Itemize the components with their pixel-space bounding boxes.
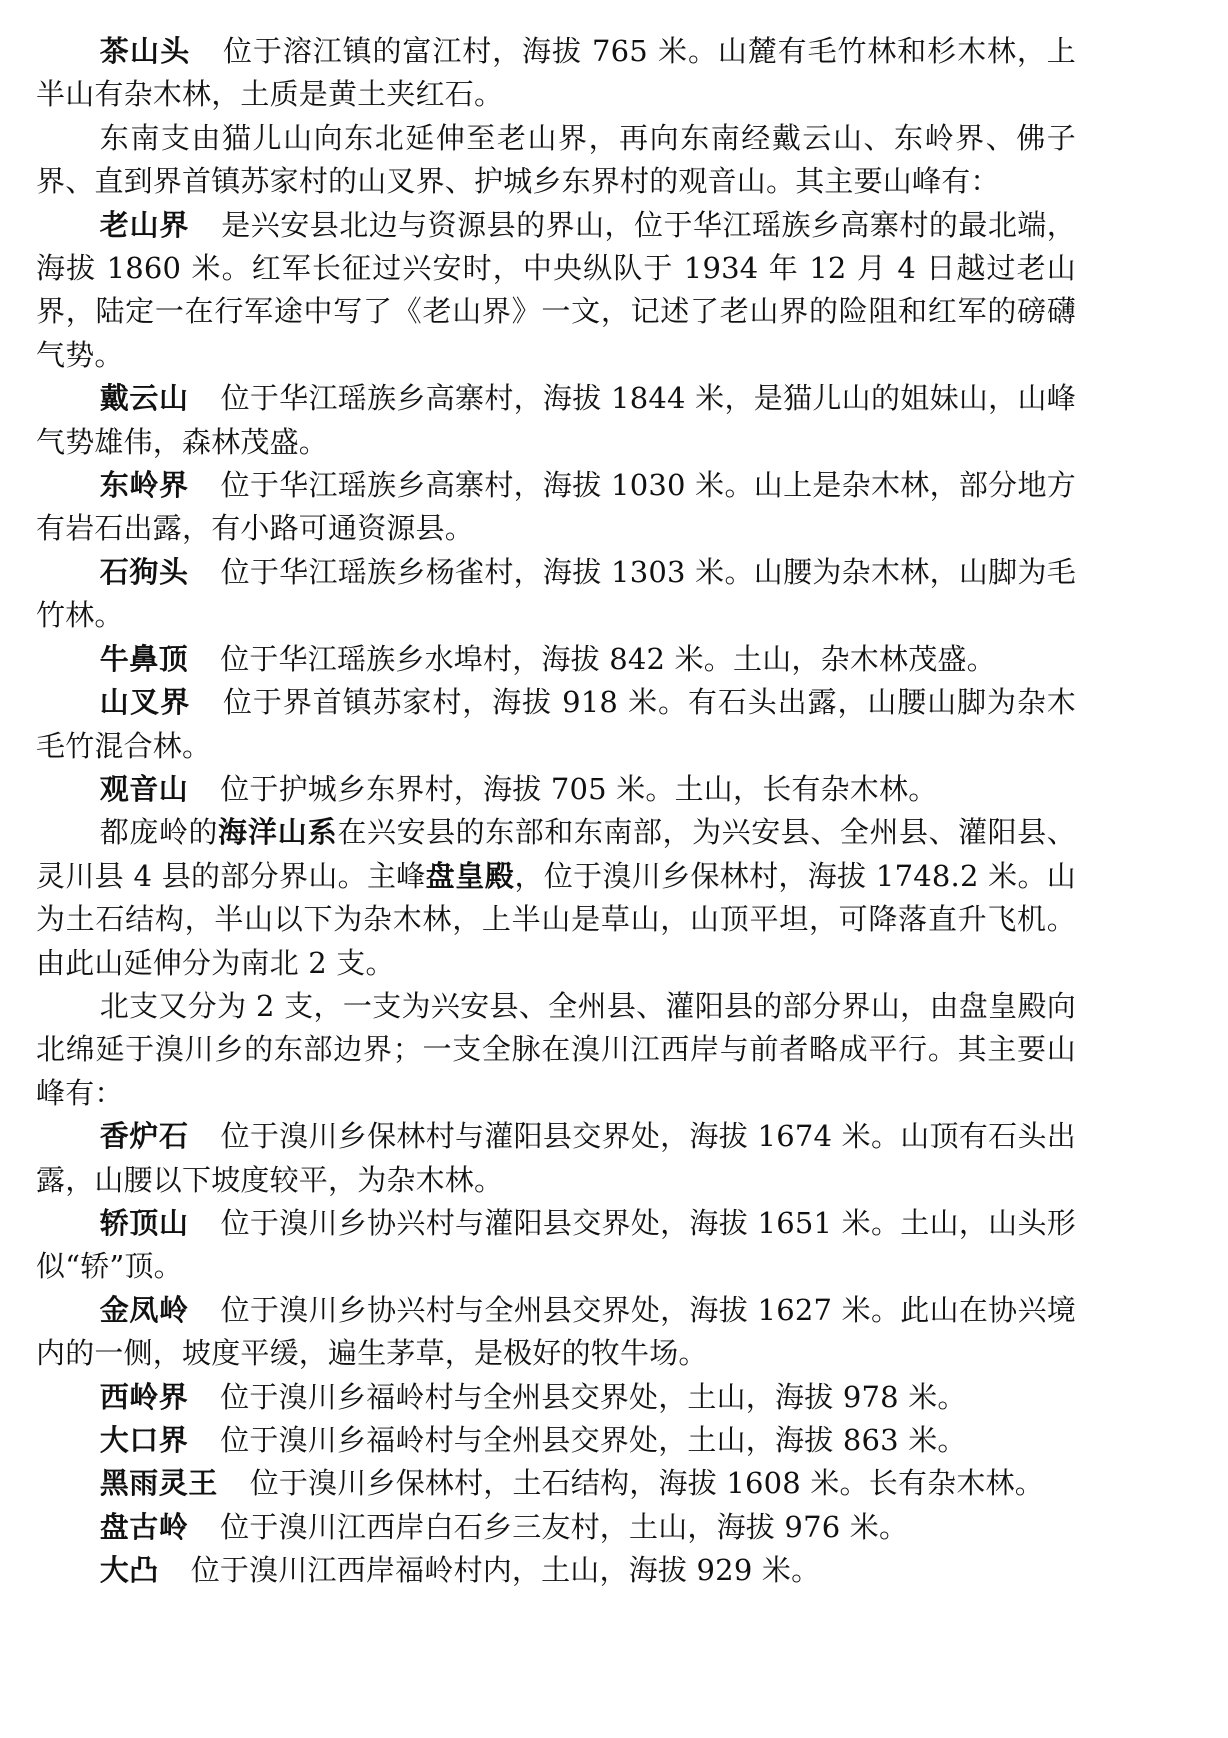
entry-text: 位于华江瑶族乡水埠村，海拔 842 米。土山，杂木林茂盛。 [220, 641, 996, 676]
entry-term: 盘古岭 [99, 1509, 189, 1544]
entry-jinfengling [36, 1289, 1076, 1376]
entry-donglingjie [36, 464, 1076, 551]
entry-guanyinshan [36, 768, 1076, 811]
highlighted-term: 盘皇殿 [425, 858, 515, 893]
entry-text: 位于溴川乡福岭村与全州县交界处，土山，海拔 978 米。 [220, 1379, 967, 1414]
entry-text: 位于溴川乡保林村，土石结构，海拔 1608 米。长有杂木林。 [249, 1466, 1044, 1501]
entry-text: 位于溴川江西岸白石乡三友村，土山，海拔 976 米。 [220, 1509, 909, 1544]
entry-panguling [36, 1506, 1076, 1549]
entry-term: 金凤岭 [99, 1292, 189, 1327]
paragraph-text: ，位于溴川乡保林村，海拔 1748.2 米。山为土石结构，半山以下为杂木林，上半山是草山，山顶平坦，可降落直升飞机。由此山延伸分为南北 2 支。 [36, 858, 1076, 980]
paragraph-text: 东南支由猫儿山向东北延伸至老山界，再向东南经戴云山、东岭界、佛子界、直到界首镇苏家村的山叉界、护城乡东界村的观音山。其主要山峰有： [36, 120, 1076, 199]
entry-term: 牛鼻顶 [99, 641, 189, 676]
entry-dakoujie [36, 1419, 1076, 1462]
entry-term: 观音山 [99, 771, 189, 806]
paragraph-text: 都庞岭的 [99, 815, 219, 850]
entry-text: 位于溴川乡福岭村与全州县交界处，土山，海拔 863 米。 [220, 1423, 967, 1457]
entry-shanchajie [36, 681, 1076, 768]
entry-daiyunshan [36, 377, 1076, 464]
entry-text: 位于溴川乡协兴村与全州县交界处，海拔 1627 米。此山在协兴境内的一侧，坡度平缓，遍生茅草，是极好的牧牛场。 [36, 1292, 1076, 1371]
entry-text: 位于溴川江西岸福岭村内，土山，海拔 929 米。 [190, 1553, 821, 1588]
entry-text: 位于华江瑶族乡杨雀村，海拔 1303 米。山腰为杂木林，山脚为毛竹林。 [36, 554, 1076, 633]
document-page [36, 30, 1076, 1593]
entry-text: 是兴安县北边与资源县的界山，位于华江瑶族乡高寨村的最北端，海拔 1860 米。红军长征过兴安时，中央纵队于 1934 年 12 月 4 日越过老山界，陆定一在行军途中写了《老山界》一文，记述了老山界的险阻和红军的磅礴气势。 [36, 207, 1076, 372]
entry-term: 西岭界 [99, 1379, 189, 1414]
paragraph-text: 北支又分为 2 支，一支为兴安县、全州县、灌阳县的部分界山，由盘皇殿向北绵延于溴川乡的东部边界；一支全脉在溴川江西岸与前者略成平行。其主要山峰有： [36, 988, 1076, 1110]
entry-niubiding [36, 638, 1076, 681]
paragraph-southeast-branch [36, 117, 1076, 204]
entry-text: 位于界首镇苏家村，海拔 918 米。有石头出露，山腰山脚为杂木毛竹混合林。 [36, 685, 1076, 763]
paragraph-north-branch [36, 985, 1076, 1115]
entry-jiaodingshan [36, 1202, 1076, 1289]
entry-term: 大口界 [99, 1423, 189, 1457]
entry-xilingjie [36, 1376, 1076, 1419]
entry-text: 位于溴川乡保林村与灌阳县交界处，海拔 1674 米。山顶有石头出露，山腰以下坡度较平，为杂木林。 [36, 1119, 1076, 1197]
entry-laoshanjie [36, 204, 1076, 378]
entry-term: 石狗头 [99, 554, 189, 589]
entry-term: 东岭界 [99, 468, 189, 503]
entry-text: 位于华江瑶族乡高寨村，海拔 1030 米。山上是杂木林，部分地方有岩石出露，有小路可通资源县。 [36, 468, 1076, 546]
entry-term: 茶山头 [99, 34, 191, 68]
entry-term: 戴云山 [99, 381, 189, 416]
entry-text: 位于溴川乡协兴村与灌阳县交界处，海拔 1651 米。土山，山头形似“轿”顶。 [36, 1205, 1076, 1284]
entry-term: 老山界 [99, 207, 190, 242]
entry-text: 位于护城乡东界村，海拔 705 米。土山，长有杂木林。 [220, 771, 938, 806]
entry-heiyulingwang [36, 1462, 1076, 1505]
paragraph-text: 在兴安县的东部和东南部，为兴安县、全州县、灌阳县、灵川县 4 县的部分界山。主峰 [36, 815, 1076, 893]
entry-term: 山叉界 [99, 685, 191, 720]
entry-shigoutou [36, 551, 1076, 638]
entry-chashantou [36, 30, 1076, 117]
entry-term: 大凸 [99, 1553, 159, 1588]
highlighted-term: 海洋山系 [218, 815, 338, 850]
entry-term: 香炉石 [99, 1119, 189, 1154]
entry-term: 轿顶山 [99, 1205, 189, 1240]
entry-text: 位于华江瑶族乡高寨村，海拔 1844 米，是猫儿山的姐妹山，山峰气势雄伟，森林茂盛。 [36, 381, 1076, 459]
paragraph-haiyang-mountains [36, 811, 1076, 985]
entry-text: 位于溶江镇的富江村，海拔 765 米。山麓有毛竹林和杉木林，上半山有杂木林，土质是黄土夹红石。 [36, 34, 1076, 112]
entry-xianglushi [36, 1115, 1076, 1202]
entry-datu [36, 1549, 1076, 1592]
entry-term: 黑雨灵王 [99, 1466, 218, 1501]
